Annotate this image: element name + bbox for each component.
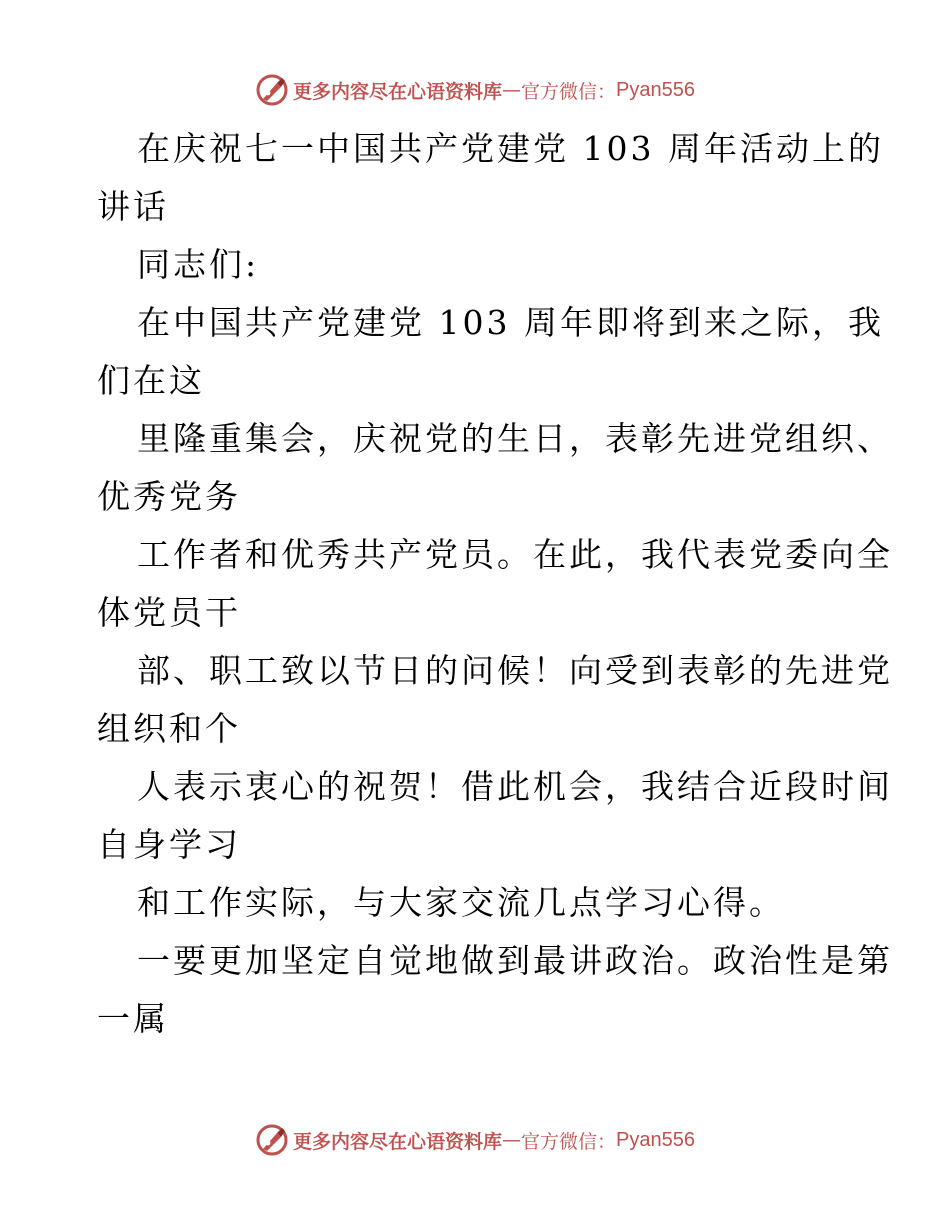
footer-watermark — [0, 1120, 950, 1160]
document-body — [97, 120, 893, 1048]
pen-logo-icon — [255, 1123, 289, 1157]
pen-logo-icon — [255, 73, 289, 107]
text-line: 们在这 — [97, 361, 205, 400]
text-line: 在庆祝七一中国共产党建党 103 周年活动上的 — [137, 129, 884, 168]
text-line: 讲话 — [97, 187, 169, 226]
header-brand-text: 更多内容尽在心语资料库 — [293, 80, 503, 103]
footer-wechat-label: 官方微信： — [521, 1130, 617, 1153]
text-line: 里隆重集会，庆祝党的生日，表彰先进党组织、 — [137, 419, 893, 458]
header-dash: — — [502, 79, 522, 101]
text-line: 人表示衷心的祝贺！借此机会，我结合近段时间 — [137, 767, 893, 806]
text-line: 一要更加坚定自觉地做到最讲政治。政治性是第 — [137, 941, 893, 980]
text-line: 和工作实际，与大家交流几点学习心得。 — [137, 883, 785, 922]
header-wechat-label: 官方微信： — [521, 80, 617, 103]
text-line: 自身学习 — [97, 825, 241, 864]
text-line: 在中国共产党建党 103 周年即将到来之际，我 — [137, 303, 884, 342]
text-line: 同志们: — [137, 245, 260, 284]
text-line: 优秀党务 — [97, 477, 241, 516]
footer-brand-text: 更多内容尽在心语资料库 — [293, 1130, 503, 1153]
header-wechat-id: Pyan556 — [616, 78, 695, 101]
text-line: 部、职工致以节日的问候！向受到表彰的先进党 — [137, 651, 893, 690]
footer-wechat-id: Pyan556 — [616, 1128, 695, 1151]
footer-dash: — — [502, 1129, 522, 1151]
text-line: 体党员干 — [97, 593, 241, 632]
text-line: 工作者和优秀共产党员。在此，我代表党委向全 — [137, 535, 893, 574]
text-line: 一属 — [97, 999, 169, 1038]
header-watermark — [0, 70, 950, 110]
text-line: 组织和个 — [97, 709, 241, 748]
